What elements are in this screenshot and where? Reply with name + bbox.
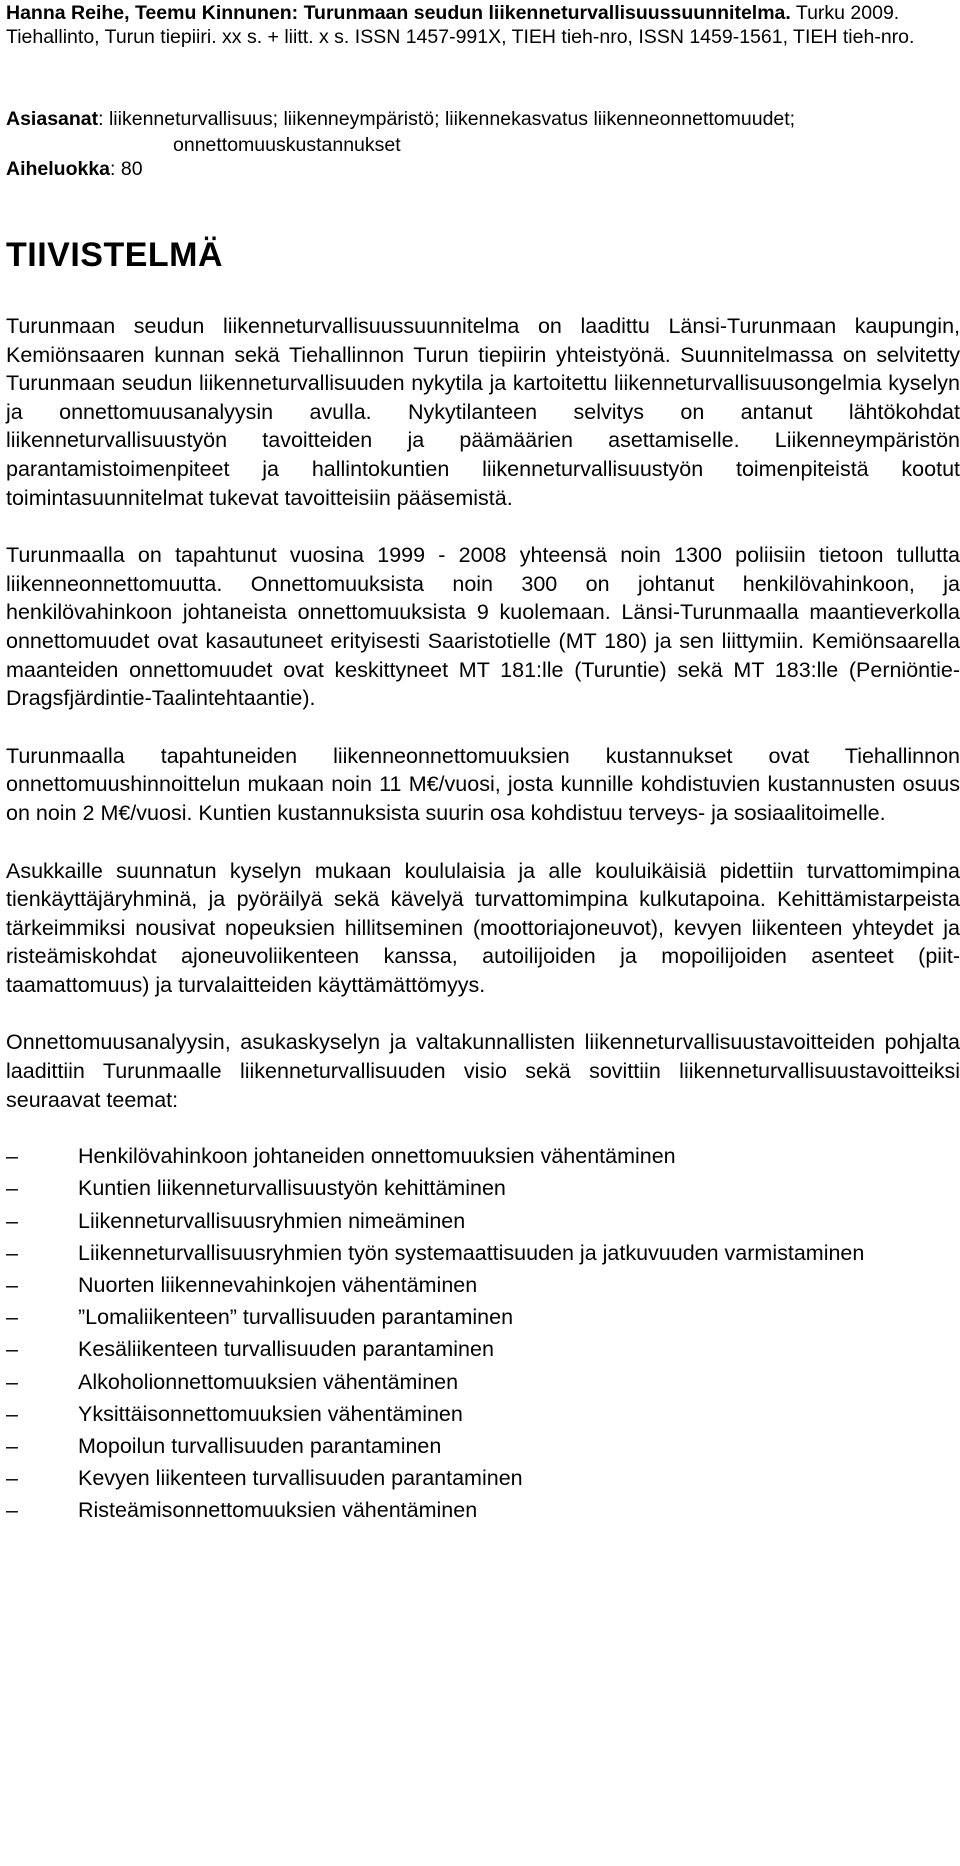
theme-text: Risteämisonnettomuuksien vähentäminen (78, 1498, 478, 1523)
subject-category (6, 156, 143, 182)
dash-bullet: – (6, 1498, 18, 1523)
theme-text: Yksittäisonnettomuuksien vähentäminen (78, 1401, 463, 1426)
dash-bullet: – (6, 1208, 18, 1233)
list-item (6, 1303, 960, 1332)
category-label: Aiheluokka (6, 158, 111, 180)
publication-details: Turku 2009. Tiehallinto, Turun tiepiiri. xx s. + liitt. x s. ISSN 1457-991X, TIEH tieh-nro, ISSN 1459-1561, TIEH tieh-nro. (6, 2, 915, 48)
paragraph: Asukkaille suunnatun kyselyn mukaan koululaisia ja alle kouluikäisiä pidettiin turvattomimpina tienkäyttäjäryhminä, ja pyöräilyä sekä kävelyä turvattomimpina kulkutapoina. Kehittämistarpeista tärkeimmiksi nousivat nopeuksien hillitseminen (moottoriajoneuvot), kevyen liikenteen yhteydet ja risteämiskohdat ajoneuvoliikenteen kanssa, autoilijoiden ja mopoilijoiden asenteet (piittaamattomuus) ja turvalaitteiden käyttämättömyys. (6, 858, 960, 997)
paragraph: Turunmaan seudun liikenneturvallisuussuunnitelma on laadittu Länsi-Turunmaan kaupungin, Kemiönsaaren kunnan sekä Tiehallinnon Turun tiepiirin yhteistyönä. Suunnitelmassa on selvitetty Turunmaan seudun liikenneturvallisuuden nykytila ja kartoitettu liikenneturvallisuusongelmia kyselyn ja onnettomuusanalyysin avulla. Nykytilanteen selvitys on antanut lähtökohdat liikenneturvallisuustyön tavoitteiden ja päämäärien asettamiselle. Liikenneympäristön parantamistoimenpiteet ja hallintokuntien liikenneturvallisuustyön toimenpiteistä kootut toimintasuunnitelmat tukevat tavoitteisiin pääsemistä. (6, 314, 960, 510)
keywords-line-1: : liikenneturvallisuus; liikenneympäristö; liikennekasvatus liikenneonnettomuudet; (98, 108, 796, 130)
list-item (6, 1271, 960, 1300)
dash-bullet: – (6, 1305, 18, 1330)
list-item (6, 1368, 960, 1397)
dash-bullet: – (6, 1466, 18, 1491)
theme-text: Kesäliikenteen turvallisuuden parantaminen (78, 1337, 494, 1362)
list-item (6, 1464, 960, 1493)
theme-text: Kuntien liikenneturvallisuustyön kehittäminen (78, 1176, 506, 1201)
list-item (6, 1207, 960, 1236)
dash-bullet: – (6, 1369, 18, 1394)
list-item (6, 1432, 960, 1461)
paragraph: Turunmaalla on tapahtunut vuosina 1999 - 2008 yhteensä noin 1300 poliisiin tietoon tullutta liikenneonnettomuutta. Onnettomuuksista noin 300 on johtanut henkilövahinkoon, ja henkilövahinkoon johtaneista onnettomuuksista 9 kuolemaan. Länsi-Turunmaalla maantieverkolla onnettomuudet ovat kasautuneet erityisesti Saaristotielle (MT 180) ja sen liittymiin. Kemiönsaarella maanteiden onnettomuudet ovat keskittyneet MT 181:lle (Turuntie) sekä MT 183:lle (Perniöntie-Dragsfjärdintie-Taalintehtaantie). (6, 543, 960, 711)
theme-text: Liikenneturvallisuusryhmien nimeäminen (78, 1208, 466, 1233)
theme-text: Liikenneturvallisuusryhmien työn systemaattisuuden ja jatkuvuuden varmistaminen (78, 1240, 865, 1265)
dash-bullet: – (6, 1240, 18, 1265)
abstract-heading: TIIVISTELMÄ (6, 236, 224, 274)
theme-text: Henkilövahinkoon johtaneiden onnettomuuksien vähentäminen (78, 1144, 676, 1169)
dash-bullet: – (6, 1433, 18, 1458)
list-item (6, 1239, 960, 1268)
dash-bullet: – (6, 1273, 18, 1297)
themes-list (6, 1142, 960, 1525)
paragraph: Turunmaalla tapahtuneiden liikenneonnettomuuksien kustannukset ovat Tiehallinnon onnettomuushinnoittelun mukaan noin 11 M€/vuosi, josta kunnille kohdistuvien kustannusten osuus on noin 2 M€/vuosi. Kuntien kustannuksista suurin osa kohdistuu terveys- ja sosiaalitoimelle. (6, 743, 960, 825)
keywords (6, 106, 946, 158)
paragraph: Onnettomuusanalyysin, asukaskyselyn ja valtakunnallisten liikenneturvallisuustavoitteiden pohjalta laadittiin Turunmaalle liikenneturvallisuuden visio sekä sovittiin liikenneturvallisuustavoitteiksi seuraavat teemat: (6, 1030, 960, 1112)
dash-bullet: – (6, 1176, 18, 1201)
theme-text: Mopoilun turvallisuuden parantaminen (78, 1433, 442, 1458)
theme-text: ”Lomaliikenteen” turvallisuuden parantaminen (78, 1305, 514, 1330)
keywords-line-2: onnettomuuskustannukset (173, 134, 401, 156)
list-item (6, 1496, 960, 1525)
dash-bullet: – (6, 1401, 18, 1426)
theme-text: Nuorten liikennevahinkojen vähentäminen (78, 1273, 478, 1297)
keywords-label: Asiasanat (6, 108, 99, 130)
authors-and-title: Hanna Reihe, Teemu Kinnunen: Turunmaan seudun liikenneturvallisuussuunnitelma. (6, 2, 791, 24)
list-item (6, 1335, 960, 1364)
theme-text: Alkoholionnettomuuksien vähentäminen (78, 1369, 459, 1394)
abstract-body (6, 312, 960, 1529)
theme-text: Kevyen liikenteen turvallisuuden parantaminen (78, 1466, 523, 1491)
list-item (6, 1400, 960, 1429)
list-item (6, 1174, 960, 1203)
category-value: : 80 (110, 158, 143, 180)
dash-bullet: – (6, 1144, 18, 1169)
dash-bullet: – (6, 1337, 18, 1362)
bibliographic-description (6, 1, 936, 49)
list-item (6, 1142, 960, 1171)
